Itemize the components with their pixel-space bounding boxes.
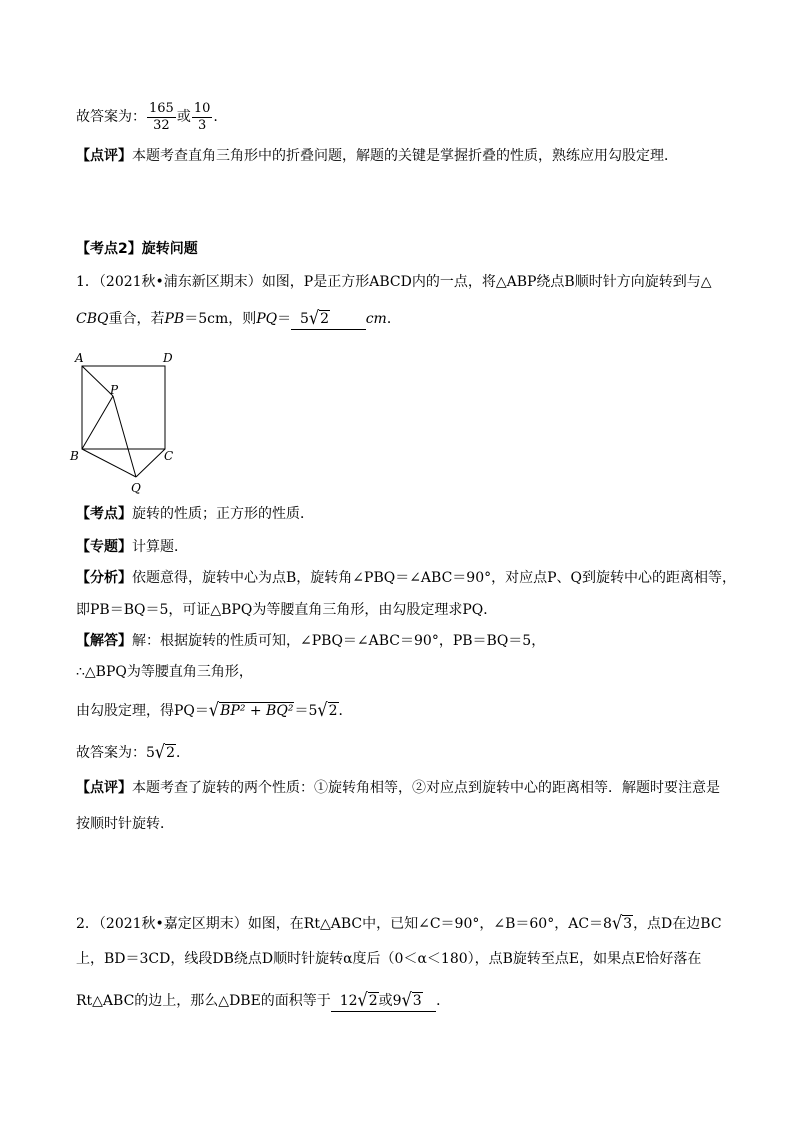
- q1-jieda-3: [76, 700, 353, 721]
- answer-prefix: 故答案为：5: [76, 745, 155, 761]
- q2-line2: [76, 949, 701, 969]
- q2-stem-3: Rt△ABC的边上，那么△DBE的面积等于: [76, 993, 331, 1009]
- zhuanti-text: 计算题．: [132, 539, 188, 555]
- fenxi-text-2: 即PB＝BQ＝5，可证△BPQ为等腰直角三角形，由勾股定理求PQ．: [76, 602, 498, 618]
- q1-number: 1．: [76, 274, 99, 290]
- q1-fenxi-1: [76, 568, 736, 588]
- jieda-text-2: ∴△BPQ为等腰直角三角形，: [76, 664, 253, 680]
- q1-answer-blank: [291, 308, 366, 330]
- q1-answer: [76, 742, 190, 763]
- sqrt-symbol: √: [357, 988, 368, 1011]
- q2-end: ．: [436, 993, 451, 1009]
- sqrt-symbol: √: [317, 698, 328, 721]
- square-rotation-figure: [66, 344, 196, 496]
- ans2-radicand: 3: [412, 993, 422, 1009]
- frac-num: 10: [193, 100, 211, 116]
- jieda-3a: 由勾股定理，得PQ＝: [76, 703, 209, 719]
- or-text: 或: [176, 109, 191, 125]
- kaodian-tag: 【考点】: [76, 506, 132, 522]
- section-heading: [76, 239, 198, 259]
- review-tag: 【点评】: [76, 780, 132, 796]
- sqrt-symbol: √: [154, 740, 166, 763]
- jieda-tag: 【解答】: [76, 633, 132, 649]
- label-c: C: [164, 449, 174, 463]
- q2-radicand: 3: [623, 916, 633, 932]
- q2-number: 2．: [76, 916, 99, 932]
- fenxi-text-1: 依题意得，旋转中心为点B，旋转角∠PBQ＝∠ABC＝90°，对应点P、Q到旋转中心的距离相等，: [132, 570, 737, 586]
- answer-prefix: 故答案为：: [76, 109, 146, 125]
- answer-radicand: 2: [166, 745, 176, 761]
- q1-source: （2021秋•浦东新区期末）: [98, 274, 262, 290]
- q1-line2: CBQ重合，若PB＝5cm，则PQ＝ 5√2 cm．: [76, 306, 401, 329]
- jieda-3d: ．: [338, 703, 353, 719]
- q1-eq: ＝: [277, 311, 292, 327]
- sqrt-symbol: √: [308, 306, 320, 329]
- q2-line3: [76, 990, 450, 1012]
- label-a: A: [75, 351, 84, 365]
- pythag-radicand: BP² + BQ²: [220, 703, 294, 719]
- label-b: B: [70, 449, 79, 463]
- answer-end: ．: [176, 745, 191, 761]
- jieda-text-1: 解：根据旋转的性质可知，∠PBQ＝∠ABC＝90°，PB＝BQ＝5，: [132, 633, 546, 649]
- segment-bq: [82, 449, 136, 477]
- review-text: 本题考查直角三角形中的折叠问题，解题的关键是掌握折叠的性质，熟练应用勾股定理．: [132, 148, 678, 164]
- fraction-10-3: [192, 101, 213, 134]
- jieda-3c: 2: [328, 703, 338, 719]
- answer-radicand: 2: [320, 311, 330, 327]
- q2-stem-2: 上，BD＝3CD，线段DB绕点D顺时针旋转α度后（0＜α＜180），点B旋转至点E，如果点E恰好落在: [76, 951, 702, 967]
- q2-answer-blank: [331, 990, 436, 1012]
- q1-jieda-2: [76, 662, 253, 682]
- answer-coef: 5: [300, 311, 309, 327]
- segment-ap: [82, 366, 113, 396]
- fraction-165-32: [147, 101, 176, 134]
- sqrt-symbol: √: [401, 988, 412, 1011]
- prev-answer-line: [76, 98, 218, 136]
- q2-stem-1b: ，点D在边BC: [633, 916, 722, 932]
- kaodian-text: 旋转的性质；正方形的性质．: [132, 506, 314, 522]
- frac-den: 32: [153, 117, 170, 133]
- prev-review: [76, 146, 678, 166]
- label-p: P: [110, 383, 119, 397]
- sqrt-symbol: √: [208, 698, 220, 721]
- segment-cq: [136, 449, 165, 477]
- segment-pq: [113, 396, 136, 477]
- q1-fenxi-2: [76, 600, 497, 620]
- q1-kaodian: [76, 504, 314, 524]
- q1-stem-2b: 重合，若: [108, 311, 165, 327]
- segment-bp: [82, 396, 113, 449]
- label-q: Q: [131, 481, 141, 495]
- q1-zhuanti: [76, 537, 188, 557]
- q2-source: （2021秋•嘉定区期末）: [98, 916, 248, 932]
- q1-stem-2d: ＝5cm，则: [184, 311, 257, 327]
- unit: cm: [365, 311, 387, 327]
- ans2-coef: 9: [392, 993, 402, 1009]
- section-title: 旋转问题: [141, 241, 198, 257]
- ans1-coef: 12: [339, 993, 358, 1009]
- jieda-3b: ＝5: [294, 703, 318, 719]
- review-tag: 【点评】: [76, 148, 132, 164]
- q1-pq: PQ: [256, 311, 278, 327]
- q1-pb: PB: [164, 311, 185, 327]
- q1-line1: [76, 272, 711, 292]
- q1-stem-1: 如图，P是正方形ABCD内的一点，将△ABP绕点B顺时针方向旋转到与△: [261, 274, 712, 290]
- q2-line1: [76, 913, 722, 934]
- section-tag: 【考点2】: [76, 241, 142, 257]
- review-text-2: 按顺时针旋转．: [76, 816, 174, 832]
- frac-num: 165: [149, 100, 174, 116]
- period: .: [213, 109, 218, 125]
- q1-jieda-1: [76, 631, 545, 651]
- ans1-radicand: 2: [368, 993, 378, 1009]
- label-d: D: [163, 351, 173, 365]
- fenxi-tag: 【分析】: [76, 570, 132, 586]
- q2-stem-1a: 如图，在Rt△ABC中，已知∠C＝90°，∠B＝60°，AC＝8: [247, 916, 612, 932]
- frac-den: 3: [197, 117, 207, 133]
- sqrt-symbol: √: [611, 911, 623, 934]
- review-text-1: 本题考查了旋转的两个性质：①旋转角相等，②对应点到旋转中心的距离相等．解题时要注意是: [132, 780, 720, 796]
- q1-review-2: [76, 814, 174, 834]
- or-text: 或: [378, 993, 393, 1009]
- zhuanti-tag: 【专题】: [76, 539, 132, 555]
- q1-review-1: [76, 778, 720, 798]
- q1-cbq: CBQ: [76, 311, 109, 327]
